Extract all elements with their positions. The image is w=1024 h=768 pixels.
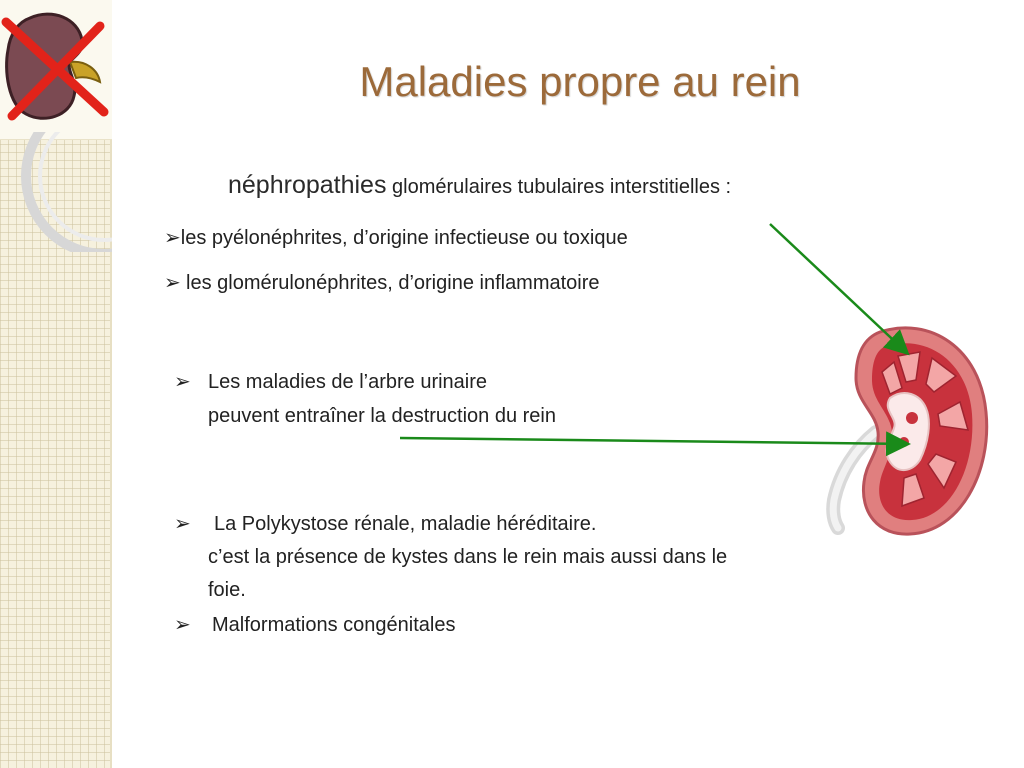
bullet-text: les glomérulonéphrites, d’origine inflammatoire — [186, 272, 600, 294]
bullet-item-4 — [174, 512, 596, 536]
bullet-item-4-continuation-1: c’est la présence de kystes dans le rein mais aussi dans le — [208, 546, 728, 568]
bullet-text: Les maladies de l’arbre urinaire — [208, 371, 488, 393]
bullet-arrow-icon: ➢ — [174, 371, 191, 393]
kidney-cross-section-icon — [820, 322, 992, 540]
bullet-item-4-continuation-2: foie. — [208, 579, 246, 601]
bullet-item-2 — [164, 271, 600, 295]
slide-subtitle — [228, 173, 731, 199]
crossed-kidney-icon — [0, 0, 112, 140]
bullet-arrow-icon: ➢ — [164, 227, 181, 249]
sidebar-pattern — [0, 0, 112, 768]
bullet-item-1 — [164, 226, 628, 250]
bullet-arrow-icon: ➢ — [174, 513, 191, 535]
decorative-ring-icon — [0, 132, 112, 252]
slide-title: Maladies propre au rein — [359, 58, 801, 105]
bullet-text: les pyélonéphrites, d’origine infectieuse ou toxique — [180, 227, 628, 249]
bullet-arrow-icon: ➢ — [164, 272, 181, 294]
bullet-item-3-continuation: peuvent entraîner la destruction du rein — [208, 405, 556, 427]
bullet-text: La Polykystose rénale, maladie héréditaire. — [214, 513, 597, 535]
bullet-text: Malformations congénitales — [212, 614, 456, 636]
bullet-item-5 — [174, 613, 455, 637]
bullet-item-3 — [174, 370, 487, 394]
subtitle-rest: glomérulaires tubulaires interstitielles : — [392, 176, 732, 198]
bullet-arrow-icon: ➢ — [174, 614, 191, 636]
subtitle-lead: néphropathies — [228, 171, 387, 199]
